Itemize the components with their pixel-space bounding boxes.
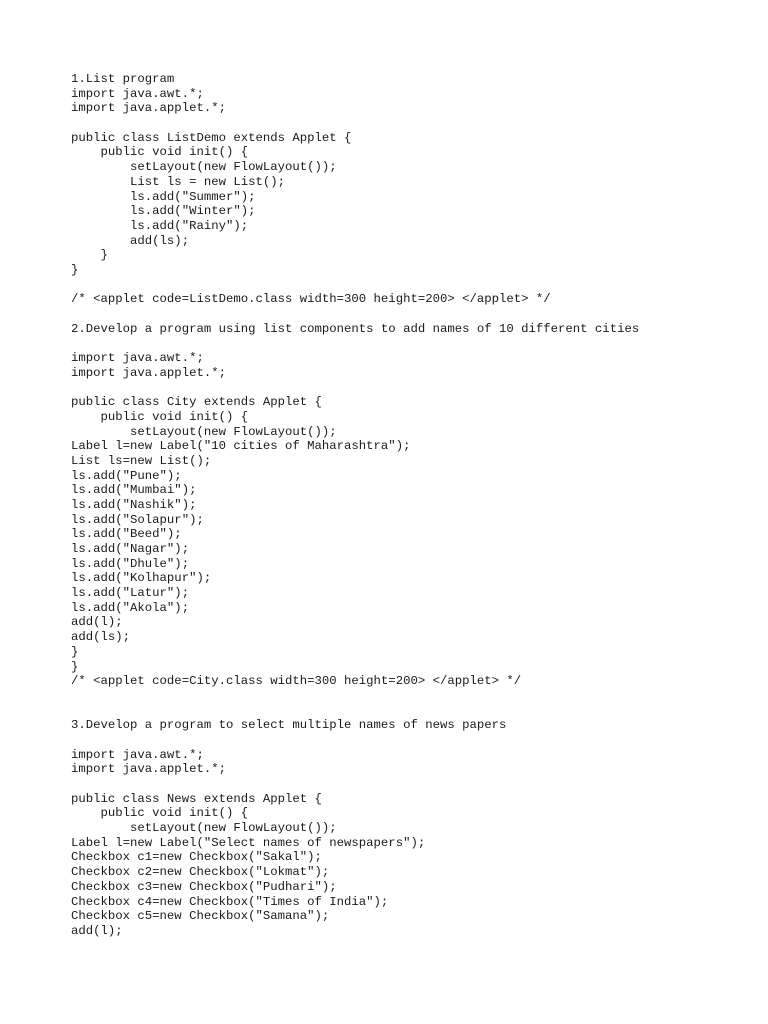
text-line: ls.add("Solapur"); <box>71 512 204 527</box>
text-line: ls.add("Summer"); <box>71 189 256 204</box>
text-line: Checkbox c1=new Checkbox("Sakal"); <box>71 850 322 865</box>
text-line: public class ListDemo extends Applet { <box>71 130 352 145</box>
text-line: Checkbox c2=new Checkbox("Lokmat"); <box>71 865 330 880</box>
text-line: setLayout(new FlowLayout()); <box>71 821 337 836</box>
text-line <box>71 336 751 351</box>
text-line: ls.add("Dhule"); <box>71 556 190 571</box>
text-line: public class City extends Applet { <box>71 395 322 410</box>
text-line: Checkbox c3=new Checkbox("Pudhari"); <box>71 879 337 894</box>
text-line: 1.List program <box>71 72 175 86</box>
text-line: import java.applet.*; <box>71 365 226 380</box>
text-line: public class News extends Applet { <box>71 791 322 806</box>
text-line: add(l); <box>71 615 123 630</box>
text-line: } <box>71 659 79 674</box>
text-line <box>71 380 751 395</box>
text-line <box>71 278 751 293</box>
text-line <box>71 307 751 322</box>
text-line: 3.Develop a program to select multiple names of news papers <box>71 718 507 733</box>
text-line: Checkbox c4=new Checkbox("Times of India"); <box>71 894 389 909</box>
text-line: } <box>71 644 79 659</box>
text-line: ls.add("Kolhapur"); <box>71 571 212 586</box>
text-line: ls.add("Nashik"); <box>71 497 197 512</box>
text-line: import java.awt.*; <box>71 86 204 101</box>
text-line: /* <applet code=City.class width=300 height=200> </applet> */ <box>71 674 522 689</box>
text-line: add(l); <box>71 923 123 938</box>
text-line <box>71 116 751 131</box>
text-line <box>71 704 751 719</box>
text-line: ls.add("Rainy"); <box>71 218 249 233</box>
text-line: List ls = new List(); <box>71 174 286 189</box>
text-line: ls.add("Akola"); <box>71 600 190 615</box>
text-line: 2.Develop a program using list components to add names of 10 different cities <box>71 321 640 336</box>
text-line: add(ls); <box>71 630 131 645</box>
text-line: add(ls); <box>71 233 190 248</box>
text-line: public void init() { <box>71 409 249 424</box>
text-line <box>71 733 751 748</box>
text-line: ls.add("Latur"); <box>71 586 190 601</box>
text-line: public void init() { <box>71 145 249 160</box>
text-line: ls.add("Winter"); <box>71 204 256 219</box>
text-line: setLayout(new FlowLayout()); <box>71 160 337 175</box>
text-line: ls.add("Nagar"); <box>71 542 190 556</box>
text-line: import java.awt.*; <box>71 747 204 762</box>
text-line: ls.add("Beed"); <box>71 527 182 542</box>
document-body <box>71 72 751 939</box>
text-line: List ls=new List(); <box>71 453 212 468</box>
text-line: } <box>71 248 108 263</box>
text-line: import java.applet.*; <box>71 762 226 777</box>
text-line: setLayout(new FlowLayout()); <box>71 424 337 439</box>
text-line: import java.applet.*; <box>71 101 226 116</box>
text-line <box>71 777 751 792</box>
text-line: } <box>71 262 79 277</box>
text-line <box>71 689 751 704</box>
text-line: Checkbox c5=new Checkbox("Samana"); <box>71 909 330 924</box>
text-line: Label l=new Label("Select names of newspapers"); <box>71 835 426 850</box>
text-line: ls.add("Mumbai"); <box>71 483 197 498</box>
text-line: ls.add("Pune"); <box>71 468 182 483</box>
text-line: import java.awt.*; <box>71 351 204 366</box>
text-line: public void init() { <box>71 806 249 821</box>
text-line: /* <applet code=ListDemo.class width=300 height=200> </applet> */ <box>71 292 551 307</box>
text-line: Label l=new Label("10 cities of Maharashtra"); <box>71 439 411 454</box>
